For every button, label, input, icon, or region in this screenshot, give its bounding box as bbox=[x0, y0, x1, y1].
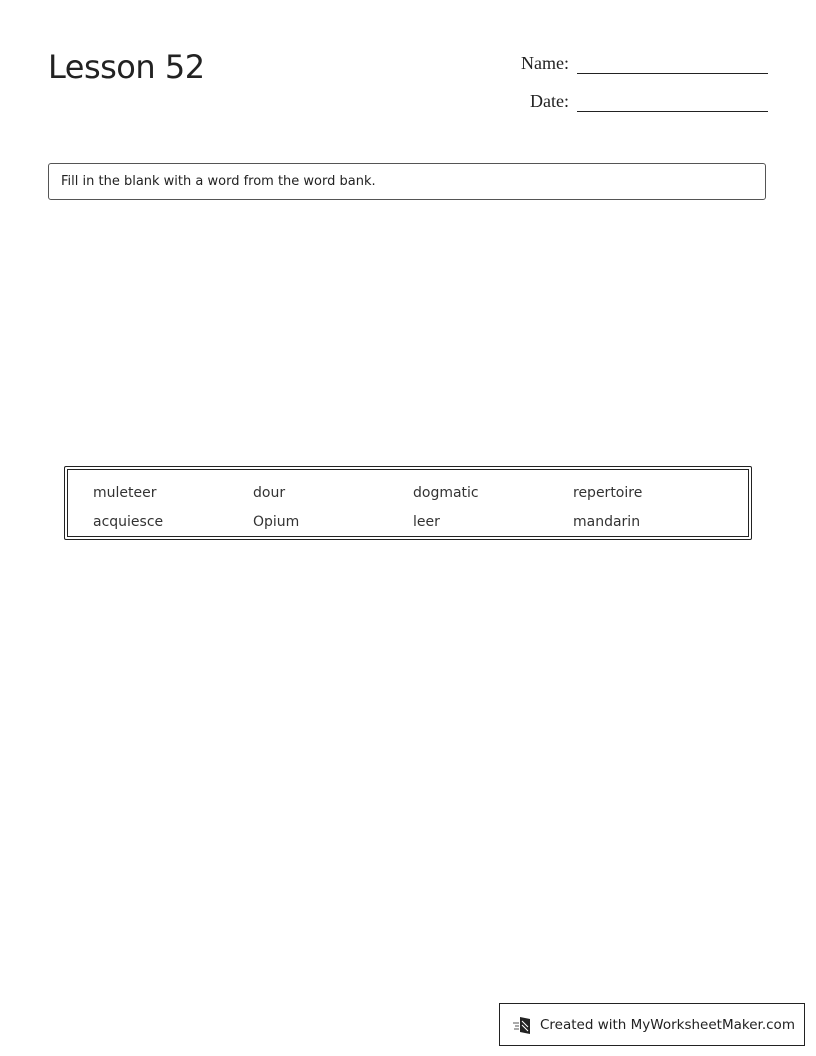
footer-badge bbox=[499, 1003, 805, 1046]
word-bank-word: acquiesce bbox=[93, 513, 164, 530]
name-blank-line[interactable] bbox=[577, 53, 768, 74]
name-label: Name: bbox=[521, 53, 569, 73]
page-title: Lesson 52 bbox=[48, 48, 205, 86]
worksheet-logo-icon bbox=[512, 1015, 534, 1035]
date-label: Date: bbox=[530, 91, 569, 111]
instructions-box bbox=[48, 163, 766, 200]
word-bank-word: repertoire bbox=[573, 484, 643, 501]
instructions-text: Fill in the blank with a word from the word bank. bbox=[61, 174, 376, 189]
word-bank-word: dogmatic bbox=[413, 484, 479, 501]
word-bank bbox=[64, 466, 752, 540]
word-bank-word: mandarin bbox=[573, 513, 641, 530]
word-bank-word: leer bbox=[413, 513, 440, 530]
word-bank-word: Opium bbox=[253, 513, 300, 530]
footer-text: Created with MyWorksheetMaker.com bbox=[540, 1016, 795, 1033]
word-bank-row bbox=[68, 478, 748, 507]
date-blank-line[interactable] bbox=[577, 91, 768, 112]
word-bank-row bbox=[68, 507, 748, 536]
word-bank-word: dour bbox=[253, 484, 286, 501]
word-bank-word: muleteer bbox=[93, 484, 157, 501]
name-field bbox=[521, 53, 768, 74]
date-field bbox=[530, 91, 768, 112]
